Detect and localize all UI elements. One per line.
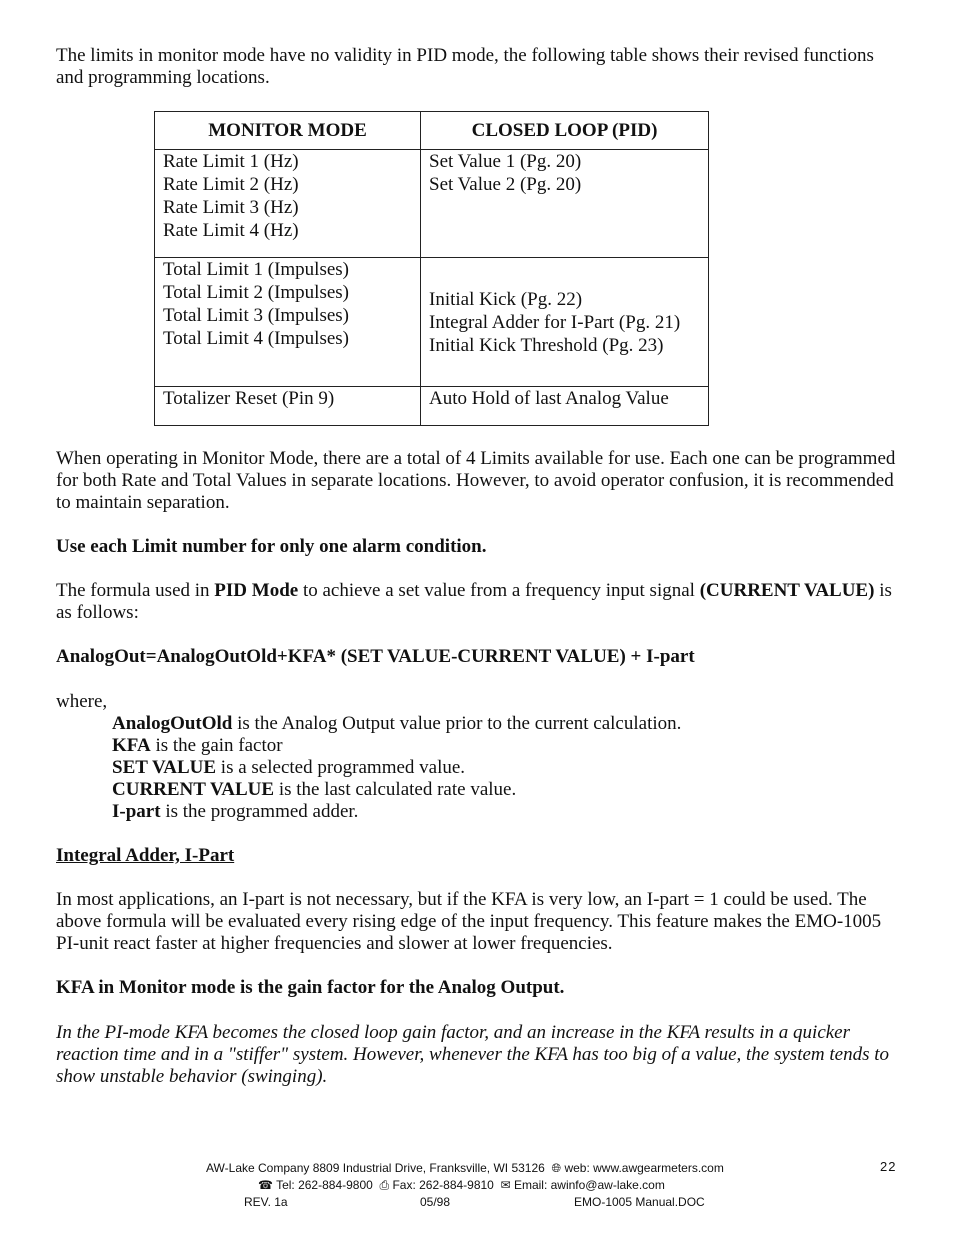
current-value-term: (CURRENT VALUE)	[699, 580, 875, 601]
cell-line: Initial Kick Threshold (Pg. 23)	[429, 335, 664, 356]
definition-desc: is the last calculated rate value.	[274, 779, 517, 800]
definition-term: KFA	[112, 735, 151, 756]
limit-usage-note: Use each Limit number for only one alarm condition.	[56, 536, 487, 557]
definition-item	[112, 713, 681, 735]
formula-intro-text: The formula used in	[56, 580, 215, 601]
kfa-pi-mode-paragraph: In the PI-mode KFA becomes the closed loop gain factor, and an increase in the KFA results in a quicker reaction time and in a "stiffer" system. However, whenever the KFA has too big of a value, the system tends to show unstable behavior (swinging).	[56, 1022, 890, 1087]
cell-monitor	[155, 150, 421, 258]
monitor-mode-paragraph: When operating in Monitor Mode, there are a total of 4 Limits available for use. Each one can be programmed for both Rate and Total Values in separate locations. However, to avoid operator confusion, it is recommended to maintain separation.	[56, 448, 896, 513]
where-label: where,	[56, 691, 108, 712]
globe-icon: 🌐︎	[551, 1161, 562, 1175]
definition-term: SET VALUE	[112, 757, 217, 778]
cell-line: Set Value 1 (Pg. 20)	[429, 151, 582, 172]
cell-line: Total Limit 4 (Impulses)	[163, 328, 350, 349]
cell-pid	[421, 258, 709, 387]
table-header-row	[155, 112, 709, 150]
definition-term: CURRENT VALUE	[112, 779, 275, 800]
cell-pid: Auto Hold of last Analog Value	[421, 387, 709, 426]
cell-line: Integral Adder for I-Part (Pg. 21)	[429, 312, 681, 333]
cell-pid	[421, 150, 709, 258]
definition-item	[112, 757, 681, 779]
definition-desc: is the gain factor	[150, 735, 283, 756]
table-row	[155, 258, 709, 387]
header-closed-loop: CLOSED LOOP (PID)	[421, 112, 709, 150]
telephone-icon: ☎	[258, 1178, 273, 1192]
definition-item	[112, 735, 681, 757]
definition-term: I-part	[112, 801, 161, 822]
cell-monitor: Totalizer Reset (Pin 9)	[155, 387, 421, 426]
footer-email: Email: awinfo@aw-lake.com	[513, 1178, 665, 1192]
cell-line: Rate Limit 2 (Hz)	[163, 174, 299, 195]
integral-adder-heading: Integral Adder, I-Part	[56, 845, 235, 866]
definition-desc: is the Analog Output value prior to the current calculation.	[232, 713, 682, 734]
formula-intro-paragraph	[56, 580, 906, 624]
cell-line: Total Limit 3 (Impulses)	[163, 305, 350, 326]
table-row	[155, 387, 709, 426]
definition-list	[112, 713, 681, 823]
kfa-monitor-note: KFA in Monitor mode is the gain factor for the Analog Output.	[56, 977, 565, 998]
limits-table	[154, 111, 709, 426]
cell-line: Total Limit 2 (Impulses)	[163, 282, 350, 303]
definition-item	[112, 801, 681, 823]
formula: AnalogOut=AnalogOutOld+KFA* (SET VALUE-CURRENT VALUE) + I-part	[56, 646, 695, 667]
footer-doc-name: EMO-1005 Manual.DOC	[574, 1195, 705, 1209]
cell-line: Rate Limit 1 (Hz)	[163, 151, 299, 172]
formula-intro-text: to achieve a set value from a frequency input signal	[298, 580, 700, 601]
formula-intro-text: is as follows:	[56, 580, 892, 623]
footer-fax: Fax: 262-884-9810	[392, 1178, 494, 1192]
footer-rev: REV. 1a	[244, 1195, 288, 1209]
definition-desc: is a selected programmed value.	[216, 757, 466, 778]
cell-line: Set Value 2 (Pg. 20)	[429, 174, 582, 195]
footer-date: 05/98	[420, 1195, 451, 1209]
page-number: 22	[880, 1159, 897, 1174]
header-monitor-mode: MONITOR MODE	[155, 112, 421, 150]
fax-icon: ⎙	[379, 1178, 390, 1192]
cell-line: Rate Limit 4 (Hz)	[163, 220, 299, 241]
footer-line-1	[206, 1160, 786, 1177]
definition-item	[112, 779, 681, 801]
cell-line: Total Limit 1 (Impulses)	[163, 259, 350, 280]
cell-line: Rate Limit 3 (Hz)	[163, 197, 299, 218]
integral-adder-paragraph: In most applications, an I-part is not necessary, but if the KFA is very low, an I-part = 1 could be used. The above formula will be evaluated every rising edge of the input frequency. This feature makes the EMO-1005 PI-unit react faster at higher frequencies and slower at lower frequencies.	[56, 889, 882, 954]
cell-line: Initial Kick (Pg. 22)	[429, 289, 583, 310]
cell-monitor	[155, 258, 421, 387]
footer-web: web: www.awgearmeters.com	[564, 1161, 724, 1175]
footer-line-2	[258, 1177, 778, 1194]
definition-desc: is the programmed adder.	[160, 801, 359, 822]
footer-tel: Tel: 262-884-9800	[276, 1178, 373, 1192]
intro-paragraph: The limits in monitor mode have no validity in PID mode, the following table shows their revised functions and programming locations.	[56, 45, 874, 88]
definition-term: AnalogOutOld	[112, 713, 233, 734]
table-row	[155, 150, 709, 258]
mail-icon: ✉	[500, 1178, 511, 1192]
pid-mode-term: PID Mode	[214, 580, 299, 601]
footer-company: AW-Lake Company 8809 Industrial Drive, Franksville, WI 53126	[206, 1161, 545, 1175]
